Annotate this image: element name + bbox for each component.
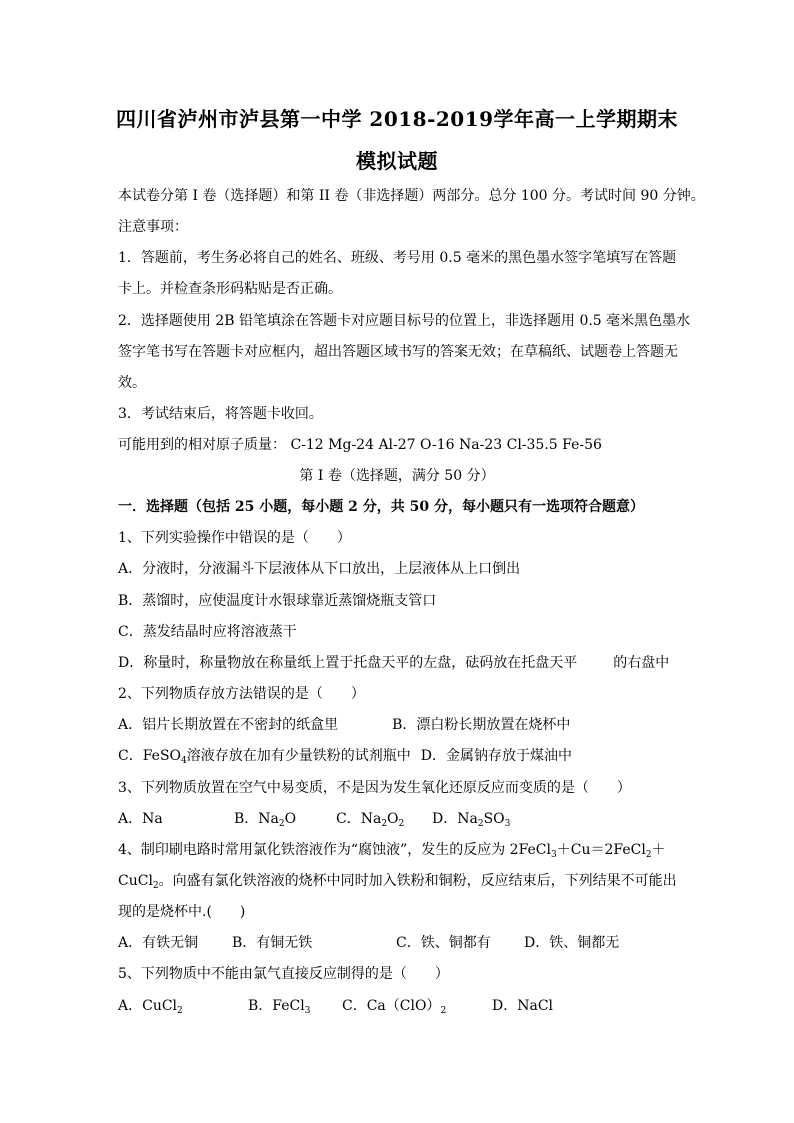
q3-option-c: C．$Na_2O_2$ xyxy=(336,811,405,829)
q3-option-b: B．$Na_2O$ xyxy=(234,811,297,829)
q4-option-a: A．有铁无铜 xyxy=(118,935,199,951)
q1-option-c: C．蒸发结晶时应将溶液蒸干 xyxy=(118,624,297,640)
q1-option-d xyxy=(118,653,669,673)
q2-options-cd xyxy=(118,746,572,771)
q5-stem: 5、下列物质中不能由氯气直接反应制得的是（ ） xyxy=(118,966,449,982)
q5-options xyxy=(118,996,553,1021)
exam-title-line2: 模拟试题 xyxy=(356,149,438,173)
q1-option-a: A．分液时，分液漏斗下层液体从下口放出，上层液体从上口倒出 xyxy=(118,561,521,577)
q4-option-d: D．铁、铜都无 xyxy=(524,935,620,951)
q4-option-b: B．有铜无铁 xyxy=(232,935,313,951)
q5-option-c: C．$Ca(ClO)_2$ xyxy=(342,998,447,1016)
q2-option-a: A．铝片长期放置在不密封的纸盒里 xyxy=(118,717,339,733)
section1-heading: 一．选择题（包括 25 小题，每小题 2 分，共 50 分，每小题只有一选项符合题意） xyxy=(118,499,644,515)
exam-title-line1: 四川省泸州市泸县第一中学 2018-2019学年高一上学期期末 xyxy=(115,107,679,131)
atomic-masses: 可能用到的相对原子质量： C-12 Mg-24 Al-27 O-16 Na-23 Cl-35.5 Fe-56 xyxy=(118,437,602,453)
q4-stem-line1: 4、制印刷电路时常用氯化铁溶液作为“腐蚀液”，发生的反应为 2FeCl$_3$＋Cu＝2FeCl$_2$＋ xyxy=(118,842,666,860)
q4-stem-line2: CuCl$_2$。向盛有氯化铁溶液的烧杯中同时加入铁粉和铜粉，反应结束后，下列结果不可能出 xyxy=(118,873,677,891)
notice-item3: 3．考试结束后，将答题卡收回。 xyxy=(118,406,323,422)
q1-option-d-part1: D．称量时，称量物放在称量纸上置于托盘天平的左盘，砝码放在托盘天平 xyxy=(118,655,578,671)
q2-stem: 2、下列物质存放方法错误的是（ ） xyxy=(118,686,365,702)
notice-item1-line1: 1．答题前，考生务必将自己的姓名、班级、考号用 0.5 毫米的黑色墨水签字笔填写在答题 xyxy=(118,250,677,266)
q2-option-d: D．金属钠存放于煤油中 xyxy=(420,748,572,764)
q5-option-d: D．NaCl xyxy=(492,998,554,1014)
q3-stem: 3、下列物质放置在空气中易变质，不是因为发生氧化还原反应而变质的是（ ） xyxy=(118,780,631,796)
q2-option-c: C．FeSO$_4$溶液存放在加有少量铁粉的试剂瓶中 xyxy=(118,748,411,766)
q5-option-a: A．CuCl$_2$ xyxy=(118,998,183,1016)
q3-option-d: D．$Na_2SO_3$ xyxy=(432,811,511,829)
q1-option-b: B．蒸馏时，应使温度计水银球靠近蒸馏烧瓶支管口 xyxy=(118,593,437,609)
q2-options-ab xyxy=(118,715,570,735)
q4-stem-line3: 现的是烧杯中.( ) xyxy=(118,904,246,920)
q1-stem: 1、下列实验操作中错误的是（ ） xyxy=(118,530,351,546)
q4-option-c: C．铁、铜都有 xyxy=(396,935,491,951)
q4-options xyxy=(118,933,619,953)
q1-option-d-part2: 的右盘中 xyxy=(613,655,670,671)
intro-text: 本试卷分第 I 卷（选择题）和第 II 卷（非选择题）两部分。总分 100 分。考试时间 90 分钟。 xyxy=(118,188,705,204)
q2-option-b: B．漂白粉长期放置在烧杯中 xyxy=(392,717,571,733)
part1-heading: 第 I 卷（选择题，满分 50 分） xyxy=(299,468,495,484)
notice-item2-line2: 签字笔书写在答题卡对应框内，超出答题区域书写的答案无效；在草稿纸、试题卷上答题无 xyxy=(118,344,678,360)
notice-item2-line3: 效。 xyxy=(118,375,146,391)
q5-option-b: B．FeCl$_3$ xyxy=(248,998,311,1016)
notice-item2-line1: 2．选择题使用 2B 铅笔填涂在答题卡对应题目标号的位置上，非选择题用 0.5 毫米黑色墨水 xyxy=(118,313,691,329)
q3-options xyxy=(118,809,510,834)
notice-heading: 注意事项： xyxy=(118,219,188,235)
q3-option-a: A．Na xyxy=(118,811,163,827)
notice-item1-line2: 卡上。并检查条形码粘贴是否正确。 xyxy=(118,281,342,297)
